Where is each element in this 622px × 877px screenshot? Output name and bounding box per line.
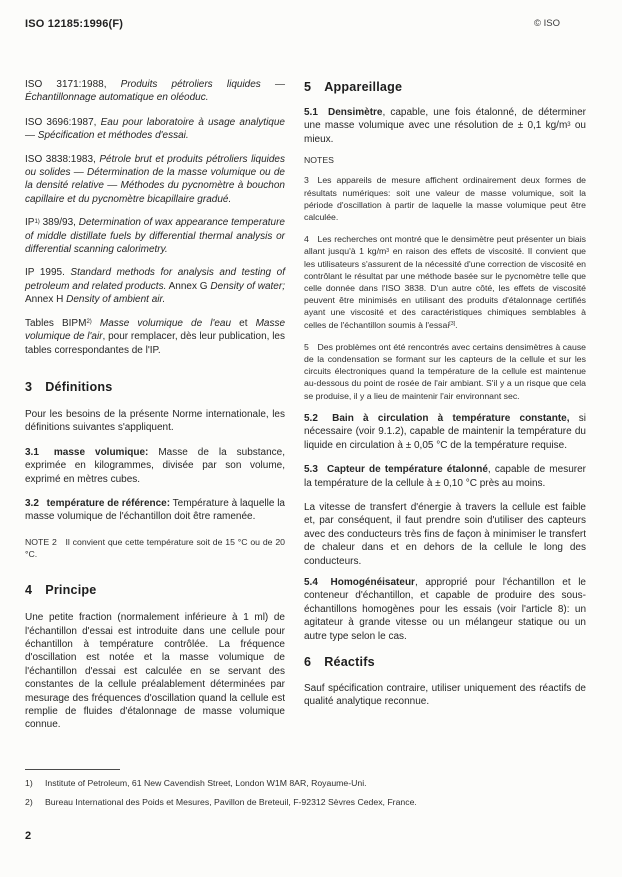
section-title: Réactifs <box>324 654 375 669</box>
reactifs-paragraph: Sauf spécification contraire, utiliser uniquement des réactifs de qualité analytique reconnue. <box>304 682 586 708</box>
footnote-text: Institute of Petroleum, 61 New Cavendish Street, London W1M 8AR, Royaume-Uni. <box>45 778 367 788</box>
section-number: 6 <box>304 654 312 669</box>
reference-ip-389-93: IP$^{1)}$ 389/93, Determination of wax appearance temperature of middle distillate fuels by differential thermal analysis or differential scanning calorimetry. <box>25 217 285 256</box>
definitions-intro-paragraph: Pour les besoins de la présente Norme internationale, les définitions suivantes s'appliquent. <box>25 408 285 434</box>
reference-ip-1995: IP 1995. Standard methods for analysis and testing of petroleum and related products. Annex G Density of water; Annex H Density of ambient air. <box>25 267 285 306</box>
document-reference: ISO 12185:1996(F) <box>25 18 124 30</box>
section-6-reactifs-heading <box>304 655 586 669</box>
reference-tables-bipm: Tables BIPM$^{2)}$ Masse volumique de l'eau et Masse volumique de l'air, pour remplacer, dès leur publication, les tables correspondantes de l'IP. <box>25 317 286 356</box>
note-2: NOTE 2 Il convient que cette température soit de 15 °C ou de 20 °C. <box>25 536 285 559</box>
footnote-separator <box>25 769 120 770</box>
item-5-2-bain-circulation: 5.2 Bain à circulation à température constante, si nécessaire (voir 9.1.2), capable de maintenir la température du liquide en circulation à ± 0,05 °C de la température requise. <box>304 412 586 451</box>
section-title: Définitions <box>45 379 113 394</box>
footnote-text: Bureau International des Poids et Mesures, Pavillon de Breteuil, F-92312 Sèvres Cedex, France. <box>45 796 417 807</box>
definition-3-2-temperature-reference: 3.2 température de référence: Température à laquelle la masse volumique de l'échantillon doit être ramenée. <box>25 497 285 523</box>
reference-iso-3171: ISO 3171:1988, Produits pétroliers liquides — Échantillonnage automatique en oléoduc. <box>25 79 285 104</box>
footnote-area <box>25 769 595 814</box>
footnote-marker: 2) <box>25 796 33 807</box>
item-5-4-homogeneisateur: 5.4 Homogénéisateur, approprié pour l'échantillon et le conteneur d'échantillon, et capable de produire des sous-échantillons homogènes pour les essais (voir l'article 8): un agitateur à grande vitesse ou un mélangeur statique ou un autre type selon le cas. <box>304 576 586 642</box>
reference-iso-3696: ISO 3696:1987, Eau pour laboratoire à usage analytique — Spécification et méthodes d'essai. <box>25 116 285 142</box>
left-column <box>25 78 285 743</box>
footnote-1 <box>25 777 595 789</box>
section-3-definitions-heading <box>25 380 285 394</box>
footnote-marker: 1) <box>25 778 33 788</box>
item-5-3-capteur-temperature: 5.3 Capteur de température étalonné, capable de mesurer la température de la cellule à ± 0,10 °C près au moins. <box>304 464 586 489</box>
page-header <box>25 18 560 30</box>
notes-label: NOTES <box>304 155 334 166</box>
section-title: Appareillage <box>324 80 403 94</box>
section-title: Principe <box>45 583 97 598</box>
section-5-appareillage-heading <box>304 80 586 94</box>
section-number: 5 <box>304 80 312 94</box>
footnote-2 <box>25 796 595 808</box>
section-number: 3 <box>25 379 33 394</box>
copyright-notice: © ISO <box>533 18 560 29</box>
item-5-1-densimetre: 5.1 Densimètre, capable, une fois étalonné, de déterminer une masse volumique avec une résolution de ± 0,1 $kg/m^3$ ou mieux. <box>304 107 586 145</box>
right-column <box>304 78 586 720</box>
note-5: 5 Des problèmes ont été rencontrés avec certains densimètres à cause de la condensation se formant sur les capteurs de la cellule et sur les circuits électroniques quand la température de la cellule est maintenue au-dessous du point de rosée de l'air ambiant. S'il y a un risque que cela se produise, il y a lieu de maintenir l'air environnant sec. <box>304 341 586 401</box>
transfert-energie-paragraph: La vitesse de transfert d'énergie à travers la cellule est faible et, par conséquent, il faut prendre soin d'utiliser des capteurs avec des conducteurs très fins de façon à minimiser le transfert de chaleur dans et en dehors de la cellule le long des conducteurs. <box>304 501 586 567</box>
section-number: 4 <box>25 583 33 598</box>
note-3: 3 Les appareils de mesure affichent ordinairement deux formes de résultats numériques: soit une valeur de masse volumique, soit la période d'oscillation à partir de laquelle la masse volumique peut être calculée. <box>304 175 586 223</box>
note-4: 4 Les recherches ont montré que le densimètre peut présenter un biais allant jusqu'à 1 $kg/m^3$ en raison des effets de viscosité. Il convient que les utilisateurs s'assurent de la nécessité d'une correction de viscosité en contrôlant le résultat par une méthode basée sur le pycnomètre telle que celle donnée dans l'ISO 3838. D'un autre côté, les effets de viscosité peuvent être minimisés en utilisant des produits d'étalonnage certifiés ayant une viscosité et des caractéristiques chimiques semblables à celles de l'échantillon soumis à l'essai[3]. <box>304 234 586 330</box>
definition-3-1-masse-volumique: 3.1 masse volumique: Masse de la substance, exprimée en kilogrammes, divisée par son volume, exprimé en mètres cubes. <box>25 446 285 485</box>
section-4-principe-heading <box>25 583 285 597</box>
reference-iso-3838: ISO 3838:1983, Pétrole brut et produits pétroliers liquides ou solides — Détermination de la masse volumique ou de la densité relative — Méthodes du pycnomètre à bouchon capillaire et du pycnomètre bicapillaire gradué. <box>25 153 285 205</box>
page-number: 2 <box>25 830 32 842</box>
principe-paragraph: Une petite fraction (normalement inférieure à 1 ml) de l'échantillon d'essai est introduite dans une cellule pour échantillon à température contrôlée. La fréquence d'oscillation est notée et la masse volumique de l'échantillon d'essai est calculée en se servant des constantes de la cellule préalablement déterminées par mesurage des fréquences d'oscillation quand la cellule est remplie de fluides d'étalonnage de masse volumique connue. <box>25 612 285 731</box>
